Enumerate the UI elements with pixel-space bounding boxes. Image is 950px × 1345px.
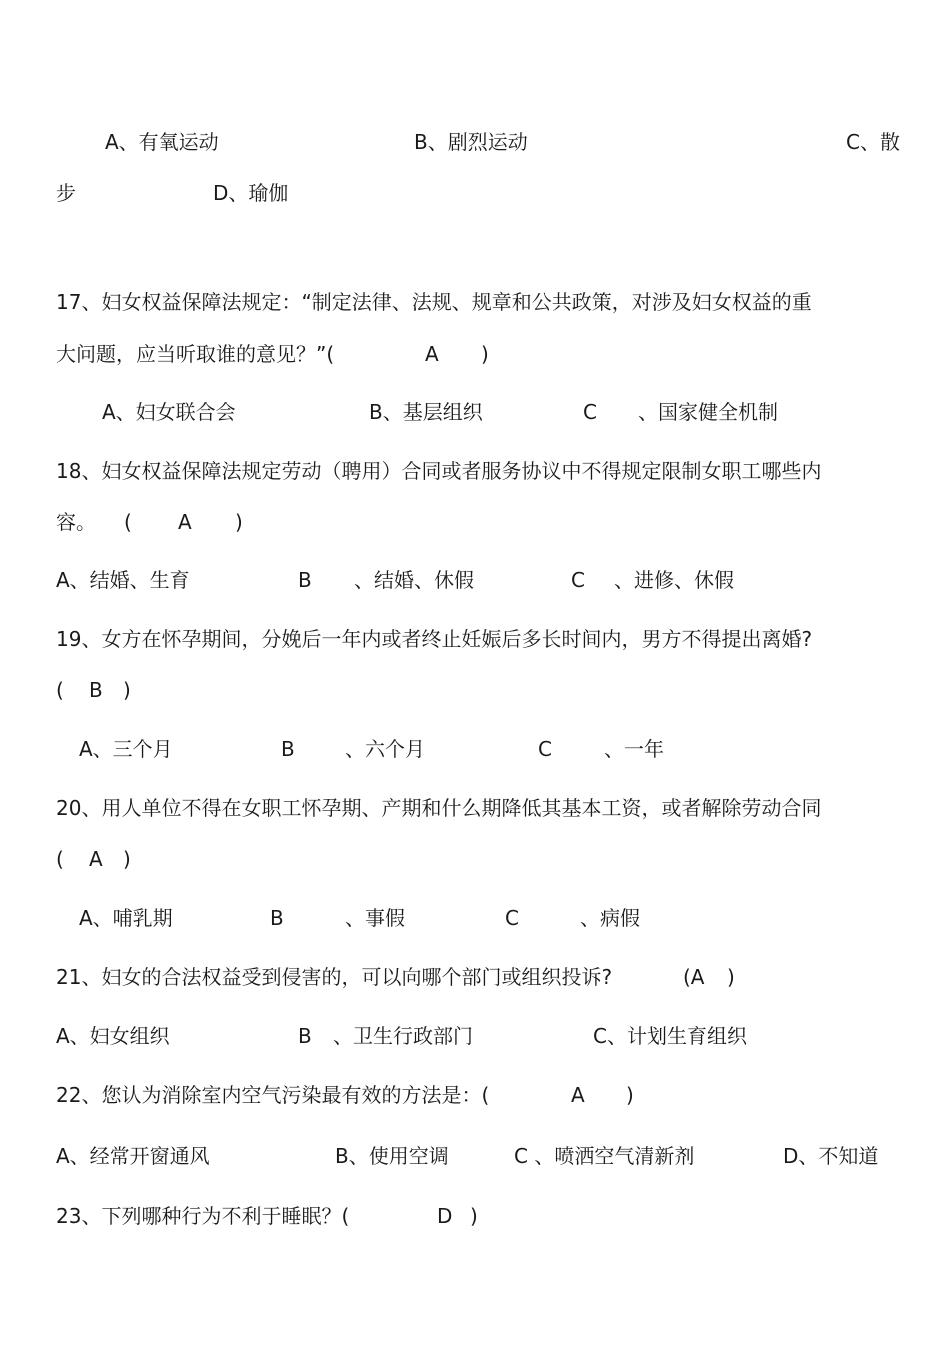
q19-option-b-text: 、六个月 — [345, 737, 425, 761]
q18-option-b-letter: B — [298, 568, 312, 592]
q18-option-b-text: 、结婚、休假 — [354, 568, 474, 592]
q20-close-paren: ) — [123, 847, 131, 871]
q16-option-d: D、瑜伽 — [213, 181, 289, 205]
q17-option-b: B、基层组织 — [369, 400, 483, 424]
q18-option-c-letter: C — [571, 568, 585, 592]
q21-close-paren: ) — [727, 965, 735, 989]
q21-option-b-text: 、卫生行政部门 — [333, 1024, 473, 1048]
q20-option-b-letter: B — [270, 906, 284, 930]
q23-answer: D — [437, 1204, 453, 1228]
q21-option-b-letter: B — [298, 1024, 312, 1048]
q18-option-a: A、结婚、生育 — [56, 568, 190, 592]
q22-option-d: D、不知道 — [783, 1144, 879, 1168]
q19-open-paren: ( — [56, 678, 64, 702]
q17-text-line1: 17、妇女权益保障法规定：“制定法律、法规、规章和公共政策，对涉及妇女权益的重 — [56, 290, 812, 314]
q22-option-c: C 、喷洒空气清新剂 — [514, 1144, 695, 1168]
q20-option-c-letter: C — [505, 906, 519, 930]
q22-option-a: A、经常开窗通风 — [56, 1144, 210, 1168]
q17-option-c-text: 、国家健全机制 — [638, 400, 778, 424]
q21-option-a: A、妇女组织 — [56, 1024, 170, 1048]
q22-close-paren: ) — [626, 1083, 634, 1107]
q18-close-paren: ) — [235, 510, 243, 534]
q19-option-b-letter: B — [281, 737, 295, 761]
q21-answer: (A — [683, 965, 705, 989]
q20-text-line1: 20、用人单位不得在女职工怀孕期、产期和什么期降低其基本工资，或者解除劳动合同 — [56, 796, 822, 820]
q18-option-c-text: 、进修、休假 — [614, 568, 734, 592]
q17-option-a: A、妇女联合会 — [102, 400, 236, 424]
q23-close-paren: ) — [470, 1204, 478, 1228]
q20-open-paren: ( — [56, 847, 64, 871]
q19-option-a: A、三个月 — [79, 737, 173, 761]
q19-text-line1: 19、女方在怀孕期间，分娩后一年内或者终止妊娠后多长时间内，男方不得提出离婚? — [56, 627, 813, 651]
q16-option-c: C、散 — [846, 130, 900, 154]
q19-close-paren: ) — [123, 678, 131, 702]
q18-open-paren: ( — [124, 510, 132, 534]
q16-option-a: A、有氧运动 — [105, 130, 219, 154]
q17-close-paren: ) — [481, 342, 489, 366]
q20-option-c-text: 、病假 — [580, 906, 640, 930]
q22-text-line1: 22、您认为消除室内空气污染最有效的方法是：( — [56, 1083, 490, 1107]
q22-option-b: B、使用空调 — [335, 1144, 449, 1168]
q23-text-line1: 23、下列哪种行为不利于睡眠？( — [56, 1204, 350, 1228]
q19-option-c-text: 、一年 — [604, 737, 664, 761]
q16-option-c-wrap: 步 — [56, 181, 76, 205]
q21-text-line1: 21、妇女的合法权益受到侵害的，可以向哪个部门或组织投诉? — [56, 965, 613, 989]
q22-answer: A — [571, 1083, 585, 1107]
q18-text-line2: 容。 — [56, 510, 96, 534]
q19-answer: B — [89, 678, 103, 702]
q18-text-line1: 18、妇女权益保障法规定劳动（聘用）合同或者服务协议中不得规定限制女职工哪些内 — [56, 459, 822, 483]
q21-option-c: C、计划生育组织 — [593, 1024, 747, 1048]
q17-option-c-letter: C — [583, 400, 597, 424]
q17-text-line2: 大问题，应当听取谁的意见？”( — [56, 342, 335, 366]
q20-option-a: A、哺乳期 — [79, 906, 173, 930]
q16-option-b: B、剧烈运动 — [414, 130, 528, 154]
q20-option-b-text: 、事假 — [345, 906, 405, 930]
q18-answer: A — [178, 510, 192, 534]
q19-option-c-letter: C — [538, 737, 552, 761]
q20-answer: A — [89, 847, 103, 871]
q17-answer: A — [425, 342, 439, 366]
